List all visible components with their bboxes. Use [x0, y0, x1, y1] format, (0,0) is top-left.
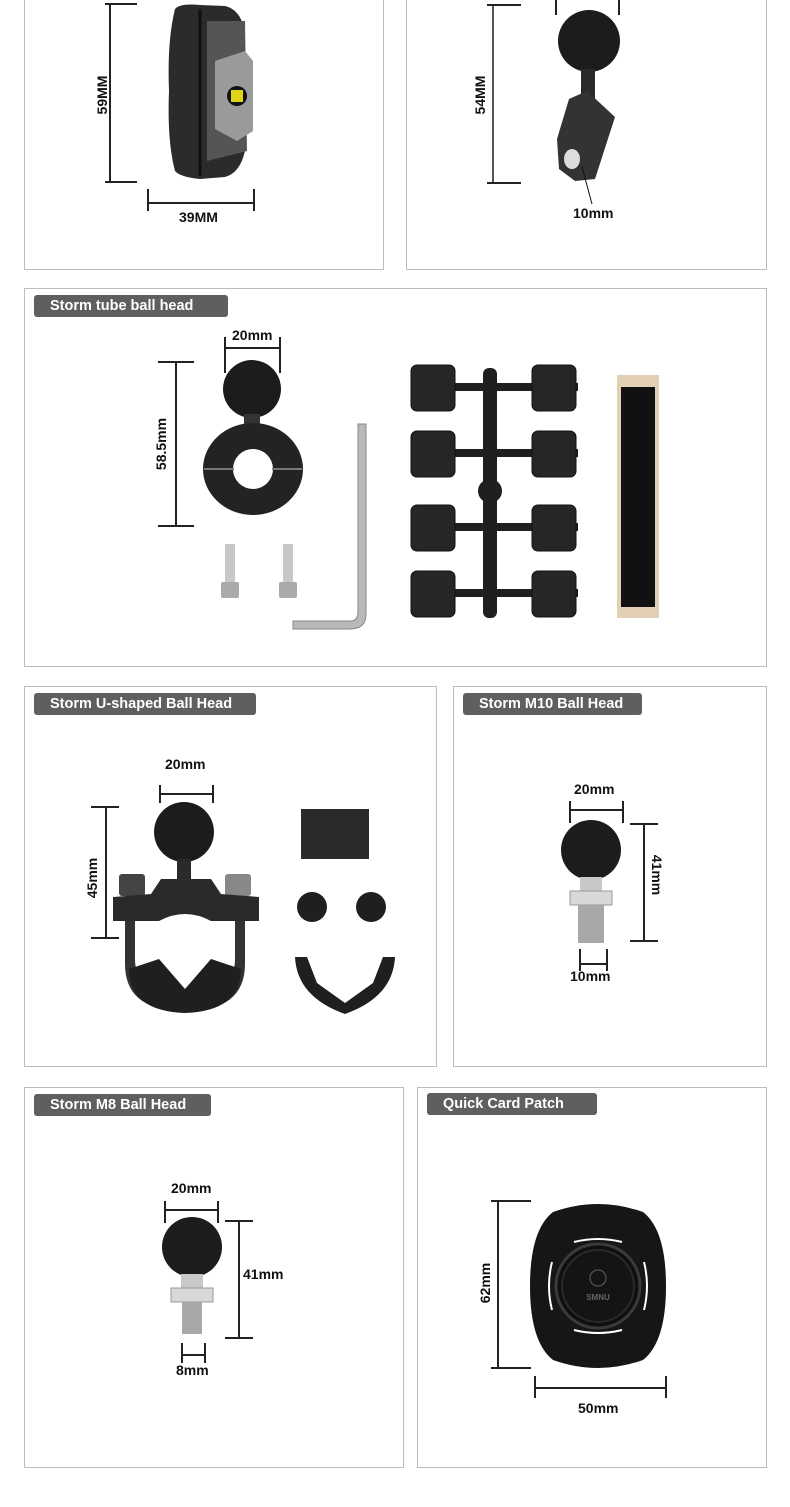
- dim-line: [175, 362, 177, 526]
- dim-line: [497, 1201, 499, 1368]
- dim-tick: [225, 1220, 253, 1222]
- mirror-ball-head-image: [537, 9, 637, 199]
- m10-ball-head-image: [558, 819, 628, 949]
- velcro-strip-icon: [301, 809, 371, 861]
- dim-tick: [105, 181, 137, 183]
- height-dimension: 45mm: [84, 857, 100, 899]
- dim-tick: [487, 182, 521, 184]
- dim-tick: [158, 525, 194, 527]
- dim-line: [105, 806, 107, 938]
- rubber-pad-icon: [293, 957, 397, 1017]
- dim-line: [238, 1220, 240, 1338]
- panel-title: Storm M10 Ball Head: [463, 693, 642, 715]
- panel-m10-ball-head: [453, 686, 767, 1067]
- rubber-shims-image: [408, 363, 578, 623]
- panel-m8-ball-head: [24, 1087, 404, 1468]
- dim-tick: [181, 1343, 183, 1363]
- dim-tick: [491, 1367, 531, 1369]
- dim-tick: [225, 1337, 253, 1339]
- quick-card-patch-image: [528, 1200, 668, 1372]
- ball-dimension: 20mm: [171, 1180, 212, 1196]
- dim-line: [492, 4, 494, 183]
- width-dimension: 50mm: [578, 1400, 619, 1416]
- panel-mirror-ball-head: [406, 0, 767, 270]
- dim-tick: [665, 1376, 667, 1398]
- dim-line: [181, 1354, 205, 1356]
- screw-icon: [217, 544, 247, 604]
- u-shaped-ball-head-image: [111, 799, 271, 1029]
- end-cap-icon: [355, 891, 389, 925]
- dim-line: [534, 1387, 666, 1389]
- thread-dimension: 10mm: [570, 968, 611, 984]
- ball-dimension: 20mm: [165, 756, 206, 772]
- dim-tick: [487, 4, 521, 6]
- panel-clamp: [24, 0, 384, 270]
- dim-line: [224, 347, 280, 349]
- width-dimension: 39MM: [179, 209, 218, 225]
- panel-title: Storm M8 Ball Head: [34, 1094, 211, 1116]
- panel-title: Quick Card Patch: [427, 1093, 597, 1115]
- panel-title: Storm U-shaped Ball Head: [34, 693, 256, 715]
- height-dimension: 41mm: [649, 854, 665, 896]
- height-dimension: 54MM: [472, 75, 488, 115]
- panel-u-shaped-ball-head: [24, 686, 437, 1067]
- clamp-image: [145, 1, 265, 186]
- dim-tick: [630, 940, 658, 942]
- dim-tick: [534, 1376, 536, 1398]
- dim-line: [643, 823, 645, 941]
- brand-logo-text: SMNU: [586, 1293, 610, 1302]
- dim-tick: [491, 1200, 531, 1202]
- dim-tick: [105, 3, 137, 5]
- dim-line: [164, 1209, 218, 1211]
- m8-ball-head-image: [159, 1216, 229, 1346]
- ball-dimension: 20mm: [232, 327, 273, 343]
- height-dimension: 41mm: [243, 1266, 284, 1282]
- height-dimension: 62mm: [477, 1262, 493, 1304]
- panel-tube-ball-head: [24, 288, 767, 667]
- ball-dimension: 20mm: [574, 781, 615, 797]
- dim-tick: [253, 189, 255, 211]
- height-dimension: 58.5mm: [153, 417, 169, 471]
- dim-line: [579, 963, 607, 965]
- dim-line: [159, 793, 213, 795]
- height-dimension: 59MM: [94, 75, 110, 115]
- dim-line: [569, 809, 623, 811]
- dim-tick: [630, 823, 658, 825]
- thread-dimension: 8mm: [176, 1362, 209, 1378]
- end-cap-icon: [296, 891, 330, 925]
- dim-tick: [158, 361, 194, 363]
- dim-tick: [204, 1343, 206, 1363]
- panel-title: Storm tube ball head: [34, 295, 228, 317]
- hex-key-icon: [290, 424, 380, 634]
- panel-quick-card-patch: [417, 1087, 767, 1468]
- hole-dimension: 10mm: [573, 205, 614, 221]
- dim-line: [147, 202, 253, 204]
- dim-tick: [147, 189, 149, 211]
- adhesive-pad-image: [617, 375, 663, 620]
